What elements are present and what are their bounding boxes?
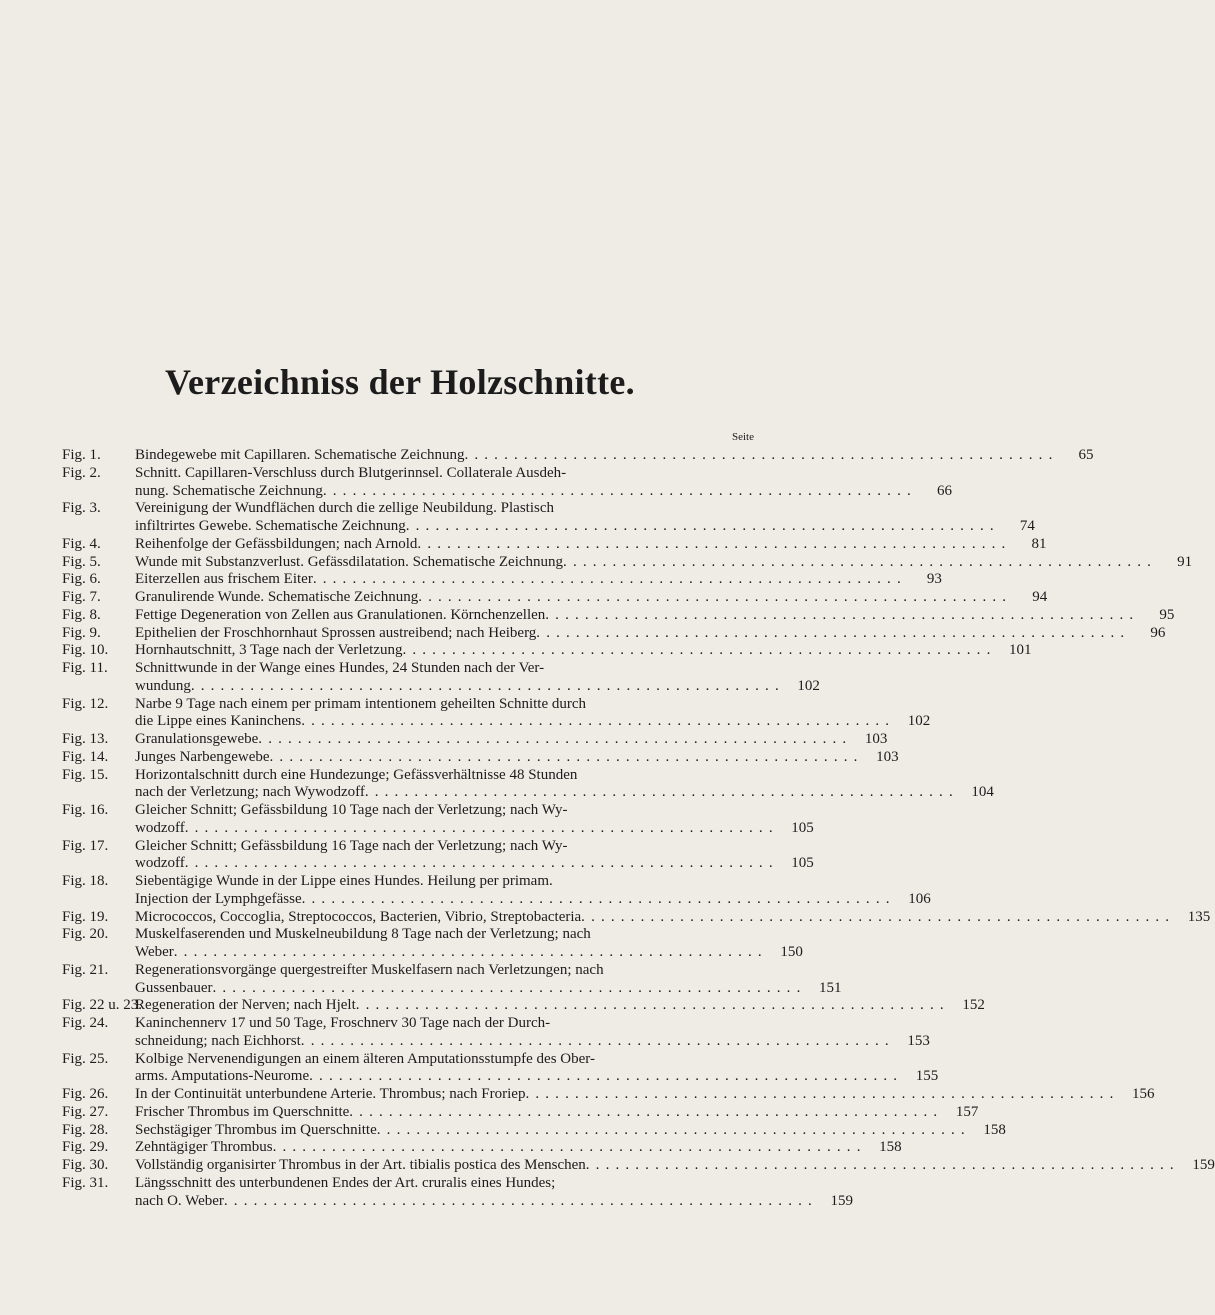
dot-leader: . . . . . . . . . . . . . . . . . . . . . . . . . . . . . . . . . . . . . . . . . . . . . . . . . . . . . . . . . . . . xyxy=(364,784,954,801)
figure-number: Fig. 20. xyxy=(62,926,109,943)
figure-description: Sechstägiger Thrombus im Querschnitte xyxy=(135,1121,377,1138)
page-number: 102 xyxy=(907,713,931,730)
toc-entry xyxy=(62,1086,1155,1104)
dot-leader: . . . . . . . . . . . . . . . . . . . . . . . . . . . . . . . . . . . . . . . . . . . . . . . . . . . . . . . . . . . . xyxy=(301,713,891,730)
figure-description: Epithelien der Froschhornhaut Sprossen austreibend; nach Heiberg xyxy=(135,624,537,641)
figure-number: Fig. 13. xyxy=(62,731,109,747)
toc-entry xyxy=(62,766,994,803)
figure-description: Regeneration der Nerven; nach Hjelt xyxy=(135,997,356,1014)
figure-index-list xyxy=(62,447,1215,1210)
page-number: 93 xyxy=(926,571,942,588)
figure-description: wodzoff xyxy=(135,855,185,872)
page-number: 158 xyxy=(983,1121,1006,1138)
figure-description: Horizontalschnitt durch eine Hundezunge; Gefässverhältnisse 48 Stunden xyxy=(135,766,578,783)
figure-description: Muskelfaserenden und Muskelneubildung 8 Tage nach der Verletzung; nach xyxy=(135,926,591,943)
figure-description: Junges Narbengewebe xyxy=(135,748,270,765)
figure-description: Fettige Degeneration von Zellen aus Granulationen. Körnchenzellen xyxy=(135,606,546,623)
dot-leader: . . . . . . . . . . . . . . . . . . . . . . . . . . . . . . . . . . . . . . . . . . . . . . . . . . . . . . . . . . . . xyxy=(190,677,780,694)
toc-entry xyxy=(62,695,931,732)
figure-number: Fig. 22 u. 23. xyxy=(62,997,143,1014)
figure-number: Fig. 29. xyxy=(62,1139,109,1156)
figure-number: Fig. 6. xyxy=(62,571,101,588)
figure-description: Granulirende Wunde. Schematische Zeichnung xyxy=(135,589,419,605)
dot-leader: . . . . . . . . . . . . . . . . . . . . . . . . . . . . . . . . . . . . . . . . . . . . . . . . . . . . . . . . . . . . xyxy=(405,518,995,534)
dot-leader: . . . . . . . . . . . . . . . . . . . . . . . . . . . . . . . . . . . . . . . . . . . . . . . . . . . . . . . . . . . . xyxy=(258,731,848,747)
dot-leader: . . . . . . . . . . . . . . . . . . . . . . . . . . . . . . . . . . . . . . . . . . . . . . . . . . . . . . . . . . . . xyxy=(464,447,1054,463)
dot-leader: . . . . . . . . . . . . . . . . . . . . . . . . . . . . . . . . . . . . . . . . . . . . . . . . . . . . . . . . . . . . xyxy=(585,1157,1175,1173)
figure-description: Vereinigung der Wundflächen durch die zellige Neubildung. Plastisch xyxy=(135,500,555,517)
figure-description: wundung xyxy=(135,677,191,694)
page-number: 102 xyxy=(797,677,820,694)
toc-entry xyxy=(62,908,1211,927)
toc-entry xyxy=(62,589,1048,607)
figure-number: Fig. 21. xyxy=(62,961,109,978)
page-number: 156 xyxy=(1132,1086,1155,1102)
dot-leader: . . . . . . . . . . . . . . . . . . . . . . . . . . . . . . . . . . . . . . . . . . . . . . . . . . . . . . . . . . . . xyxy=(581,908,1171,925)
page-number: 157 xyxy=(955,1103,979,1120)
toc-entry xyxy=(62,660,820,696)
figure-description: Schnitt. Capillaren-Verschluss durch Blutgerinnsel. Collaterale Ausdeh- xyxy=(135,464,567,481)
figure-number: Fig. 27. xyxy=(62,1103,109,1120)
dot-leader: . . . . . . . . . . . . . . . . . . . . . . . . . . . . . . . . . . . . . . . . . . . . . . . . . . . . . . . . . . . . xyxy=(536,624,1126,641)
dot-leader: . . . . . . . . . . . . . . . . . . . . . . . . . . . . . . . . . . . . . . . . . . . . . . . . . . . . . . . . . . . . xyxy=(322,482,912,499)
dot-leader: . . . . . . . . . . . . . . . . . . . . . . . . . . . . . . . . . . . . . . . . . . . . . . . . . . . . . . . . . . . . xyxy=(355,997,945,1014)
figure-description: arms. Amputations-Neurome xyxy=(135,1068,310,1085)
figure-description: Granulationsgewebe xyxy=(135,731,259,747)
page-number: 135 xyxy=(1187,908,1211,925)
toc-entry xyxy=(62,1174,853,1211)
figure-number: Fig. 18. xyxy=(62,873,109,889)
figure-description: Bindegewebe mit Capillaren. Schematische Zeichnung xyxy=(135,447,465,463)
figure-number: Fig. 19. xyxy=(62,908,109,925)
figure-description: wodzoff xyxy=(135,819,185,836)
page-title: Verzeichniss der Holzschnitte. xyxy=(165,362,635,402)
figure-description: Injection der Lymphgefässe xyxy=(135,890,302,907)
page-number: 155 xyxy=(915,1068,939,1085)
toc-entry xyxy=(62,447,1094,465)
figure-description: die Lippe eines Kaninchens xyxy=(135,713,302,730)
figure-number: Fig. 24. xyxy=(62,1015,109,1031)
toc-entry xyxy=(62,1121,1006,1140)
toc-entry xyxy=(62,926,803,962)
toc-entry xyxy=(62,464,952,501)
page-number: 65 xyxy=(1078,447,1094,463)
page-number: 153 xyxy=(907,1032,930,1049)
figure-description: Reihenfolge der Gefässbildungen; nach Arnold xyxy=(135,535,418,552)
page-number: 95 xyxy=(1159,606,1175,623)
figure-description: Gleicher Schnitt; Gefässbildung 10 Tage nach der Verletzung; nach Wy- xyxy=(135,802,568,818)
dot-leader: . . . . . . . . . . . . . . . . . . . . . . . . . . . . . . . . . . . . . . . . . . . . . . . . . . . . . . . . . . . . xyxy=(312,571,902,588)
toc-entry xyxy=(62,571,942,589)
toc-entry xyxy=(62,642,1032,660)
dot-leader: . . . . . . . . . . . . . . . . . . . . . . . . . . . . . . . . . . . . . . . . . . . . . . . . . . . . . . . . . . . . xyxy=(184,819,774,836)
dot-leader: . . . . . . . . . . . . . . . . . . . . . . . . . . . . . . . . . . . . . . . . . . . . . . . . . . . . . . . . . . . . xyxy=(418,589,1008,605)
page-number: 158 xyxy=(879,1139,902,1156)
dot-leader: . . . . . . . . . . . . . . . . . . . . . . . . . . . . . . . . . . . . . . . . . . . . . . . . . . . . . . . . . . . . xyxy=(349,1103,939,1120)
figure-description: nung. Schematische Zeichnung xyxy=(135,482,323,499)
figure-description: nach der Verletzung; nach Wywodzoff xyxy=(135,784,365,801)
page-number: 66 xyxy=(936,482,952,499)
page-number: 104 xyxy=(971,784,994,801)
figure-number: Fig. 16. xyxy=(62,802,109,818)
page-number: 81 xyxy=(1031,535,1047,552)
figure-description: Längsschnitt des unterbundenen Endes der Art. cruralis eines Hundes; xyxy=(135,1174,556,1191)
figure-description: Kolbige Nervenendigungen an einem älteren Amputationsstumpfe des Ober- xyxy=(135,1050,595,1067)
dot-leader: . . . . . . . . . . . . . . . . . . . . . . . . . . . . . . . . . . . . . . . . . . . . . . . . . . . . . . . . . . . . xyxy=(525,1086,1115,1102)
dot-leader: . . . . . . . . . . . . . . . . . . . . . . . . . . . . . . . . . . . . . . . . . . . . . . . . . . . . . . . . . . . . xyxy=(376,1121,966,1138)
toc-entry xyxy=(62,606,1175,625)
figure-number: Fig. 12. xyxy=(62,695,109,712)
page-number: 74 xyxy=(1019,518,1035,534)
figure-number: Fig. 14. xyxy=(62,748,109,765)
page-number: 106 xyxy=(908,890,931,907)
toc-entry xyxy=(62,802,814,838)
figure-description: Siebentägige Wunde in der Lippe eines Hundes. Heilung per primam. xyxy=(135,873,553,889)
toc-entry xyxy=(62,1157,1215,1175)
figure-description: infiltrirtes Gewebe. Schematische Zeichnung xyxy=(135,518,406,534)
figure-number: Fig. 26. xyxy=(62,1086,109,1102)
figure-number: Fig. 10. xyxy=(62,642,109,659)
figure-description: Eiterzellen aus frischem Eiter xyxy=(135,571,313,588)
figure-number: Fig. 9. xyxy=(62,624,101,641)
figure-description: Frischer Thrombus im Querschnitte xyxy=(135,1103,350,1120)
figure-number: Fig. 5. xyxy=(62,553,101,570)
toc-entry xyxy=(62,624,1166,643)
toc-entry xyxy=(62,873,931,909)
figure-description: Narbe 9 Tage nach einem per primam intentionem geheilten Schnitte durch xyxy=(135,695,587,712)
page-number: 101 xyxy=(1009,642,1032,659)
figure-number: Fig. 15. xyxy=(62,766,109,783)
page-number: 96 xyxy=(1150,624,1166,641)
figure-number: Fig. 30. xyxy=(62,1157,109,1173)
dot-leader: . . . . . . . . . . . . . . . . . . . . . . . . . . . . . . . . . . . . . . . . . . . . . . . . . . . . . . . . . . . . xyxy=(223,1192,813,1209)
dot-leader: . . . . . . . . . . . . . . . . . . . . . . . . . . . . . . . . . . . . . . . . . . . . . . . . . . . . . . . . . . . . xyxy=(184,855,774,872)
figure-description: Micrococcos, Coccoglia, Streptococcos, Bacterien, Vibrio, Streptobacteria xyxy=(135,908,582,925)
page-number: 103 xyxy=(876,748,899,765)
dot-leader: . . . . . . . . . . . . . . . . . . . . . . . . . . . . . . . . . . . . . . . . . . . . . . . . . . . . . . . . . . . . xyxy=(301,890,891,907)
dot-leader: . . . . . . . . . . . . . . . . . . . . . . . . . . . . . . . . . . . . . . . . . . . . . . . . . . . . . . . . . . . . xyxy=(417,535,1007,552)
figure-number: Fig. 7. xyxy=(62,589,101,605)
dot-leader: . . . . . . . . . . . . . . . . . . . . . . . . . . . . . . . . . . . . . . . . . . . . . . . . . . . . . . . . . . . . xyxy=(269,748,859,765)
figure-description: Wunde mit Substanzverlust. Gefässdilatation. Schematische Zeichnung xyxy=(135,553,564,570)
toc-entry xyxy=(62,731,888,749)
toc-entry xyxy=(62,837,814,874)
figure-number: Fig. 2. xyxy=(62,464,101,481)
page-number: 159 xyxy=(830,1192,853,1209)
toc-entry xyxy=(62,553,1193,572)
figure-number: Fig. 8. xyxy=(62,606,101,623)
page-number: 105 xyxy=(791,855,814,872)
figure-number: Fig. 28. xyxy=(62,1121,109,1138)
figure-description: Hornhautschnitt, 3 Tage nach der Verletzung xyxy=(135,642,403,659)
dot-leader: . . . . . . . . . . . . . . . . . . . . . . . . . . . . . . . . . . . . . . . . . . . . . . . . . . . . . . . . . . . . xyxy=(173,944,763,960)
page-number: 151 xyxy=(819,979,842,996)
page-number: 94 xyxy=(1032,589,1048,605)
toc-entry xyxy=(62,1103,979,1122)
dot-leader: . . . . . . . . . . . . . . . . . . . . . . . . . . . . . . . . . . . . . . . . . . . . . . . . . . . . . . . . . . . . xyxy=(272,1139,862,1156)
figure-description: Gussenbauer xyxy=(135,979,213,996)
toc-entry xyxy=(62,748,899,767)
toc-entry xyxy=(62,500,1035,536)
toc-entry xyxy=(62,997,985,1015)
figure-description: In der Continuität unterbundene Arterie. Thrombus; nach Froriep xyxy=(135,1086,526,1102)
page-number: 152 xyxy=(962,997,985,1014)
toc-entry xyxy=(62,535,1047,554)
figure-description: Weber xyxy=(135,944,174,960)
figure-description: Regenerationsvorgänge quergestreifter Muskelfasern nach Verletzungen; nach xyxy=(135,961,604,978)
toc-entry xyxy=(62,1050,939,1087)
figure-number: Fig. 11. xyxy=(62,660,108,676)
toc-entry xyxy=(62,1015,930,1051)
dot-leader: . . . . . . . . . . . . . . . . . . . . . . . . . . . . . . . . . . . . . . . . . . . . . . . . . . . . . . . . . . . . xyxy=(563,553,1153,570)
dot-leader: . . . . . . . . . . . . . . . . . . . . . . . . . . . . . . . . . . . . . . . . . . . . . . . . . . . . . . . . . . . . xyxy=(300,1032,890,1049)
figure-number: Fig. 1. xyxy=(62,447,101,463)
toc-entry xyxy=(62,1139,902,1157)
figure-number: Fig. 31. xyxy=(62,1174,109,1191)
figure-description: Gleicher Schnitt; Gefässbildung 16 Tage nach der Verletzung; nach Wy- xyxy=(135,837,568,854)
figure-description: Vollständig organisirter Thrombus in der Art. tibialis postica des Menschen xyxy=(135,1157,586,1173)
page-number: 159 xyxy=(1192,1157,1215,1173)
figure-description: Kaninchennerv 17 und 50 Tage, Froschnerv 30 Tage nach der Durch- xyxy=(135,1015,551,1031)
figure-number: Fig. 17. xyxy=(62,837,109,854)
figure-description: schneidung; nach Eichhorst xyxy=(135,1032,301,1049)
page-number: 103 xyxy=(864,731,888,747)
figure-description: nach O. Weber xyxy=(135,1192,224,1209)
figure-number: Fig. 25. xyxy=(62,1050,109,1067)
figure-description: Schnittwunde in der Wange eines Hundes, 24 Stunden nach der Ver- xyxy=(135,660,545,676)
page-number: 105 xyxy=(791,819,814,836)
figure-number: Fig. 3. xyxy=(62,500,101,517)
toc-entry xyxy=(62,961,842,998)
page-number: 91 xyxy=(1177,553,1193,570)
page-column-header: Seite xyxy=(732,431,754,443)
figure-number: Fig. 4. xyxy=(62,535,101,552)
dot-leader: . . . . . . . . . . . . . . . . . . . . . . . . . . . . . . . . . . . . . . . . . . . . . . . . . . . . . . . . . . . . xyxy=(402,642,992,659)
page-number: 150 xyxy=(780,944,803,960)
dot-leader: . . . . . . . . . . . . . . . . . . . . . . . . . . . . . . . . . . . . . . . . . . . . . . . . . . . . . . . . . . . . xyxy=(212,979,802,996)
figure-description: Zehntägiger Thrombus xyxy=(135,1139,273,1156)
dot-leader: . . . . . . . . . . . . . . . . . . . . . . . . . . . . . . . . . . . . . . . . . . . . . . . . . . . . . . . . . . . . xyxy=(545,606,1135,623)
dot-leader: . . . . . . . . . . . . . . . . . . . . . . . . . . . . . . . . . . . . . . . . . . . . . . . . . . . . . . . . . . . . xyxy=(309,1068,899,1085)
